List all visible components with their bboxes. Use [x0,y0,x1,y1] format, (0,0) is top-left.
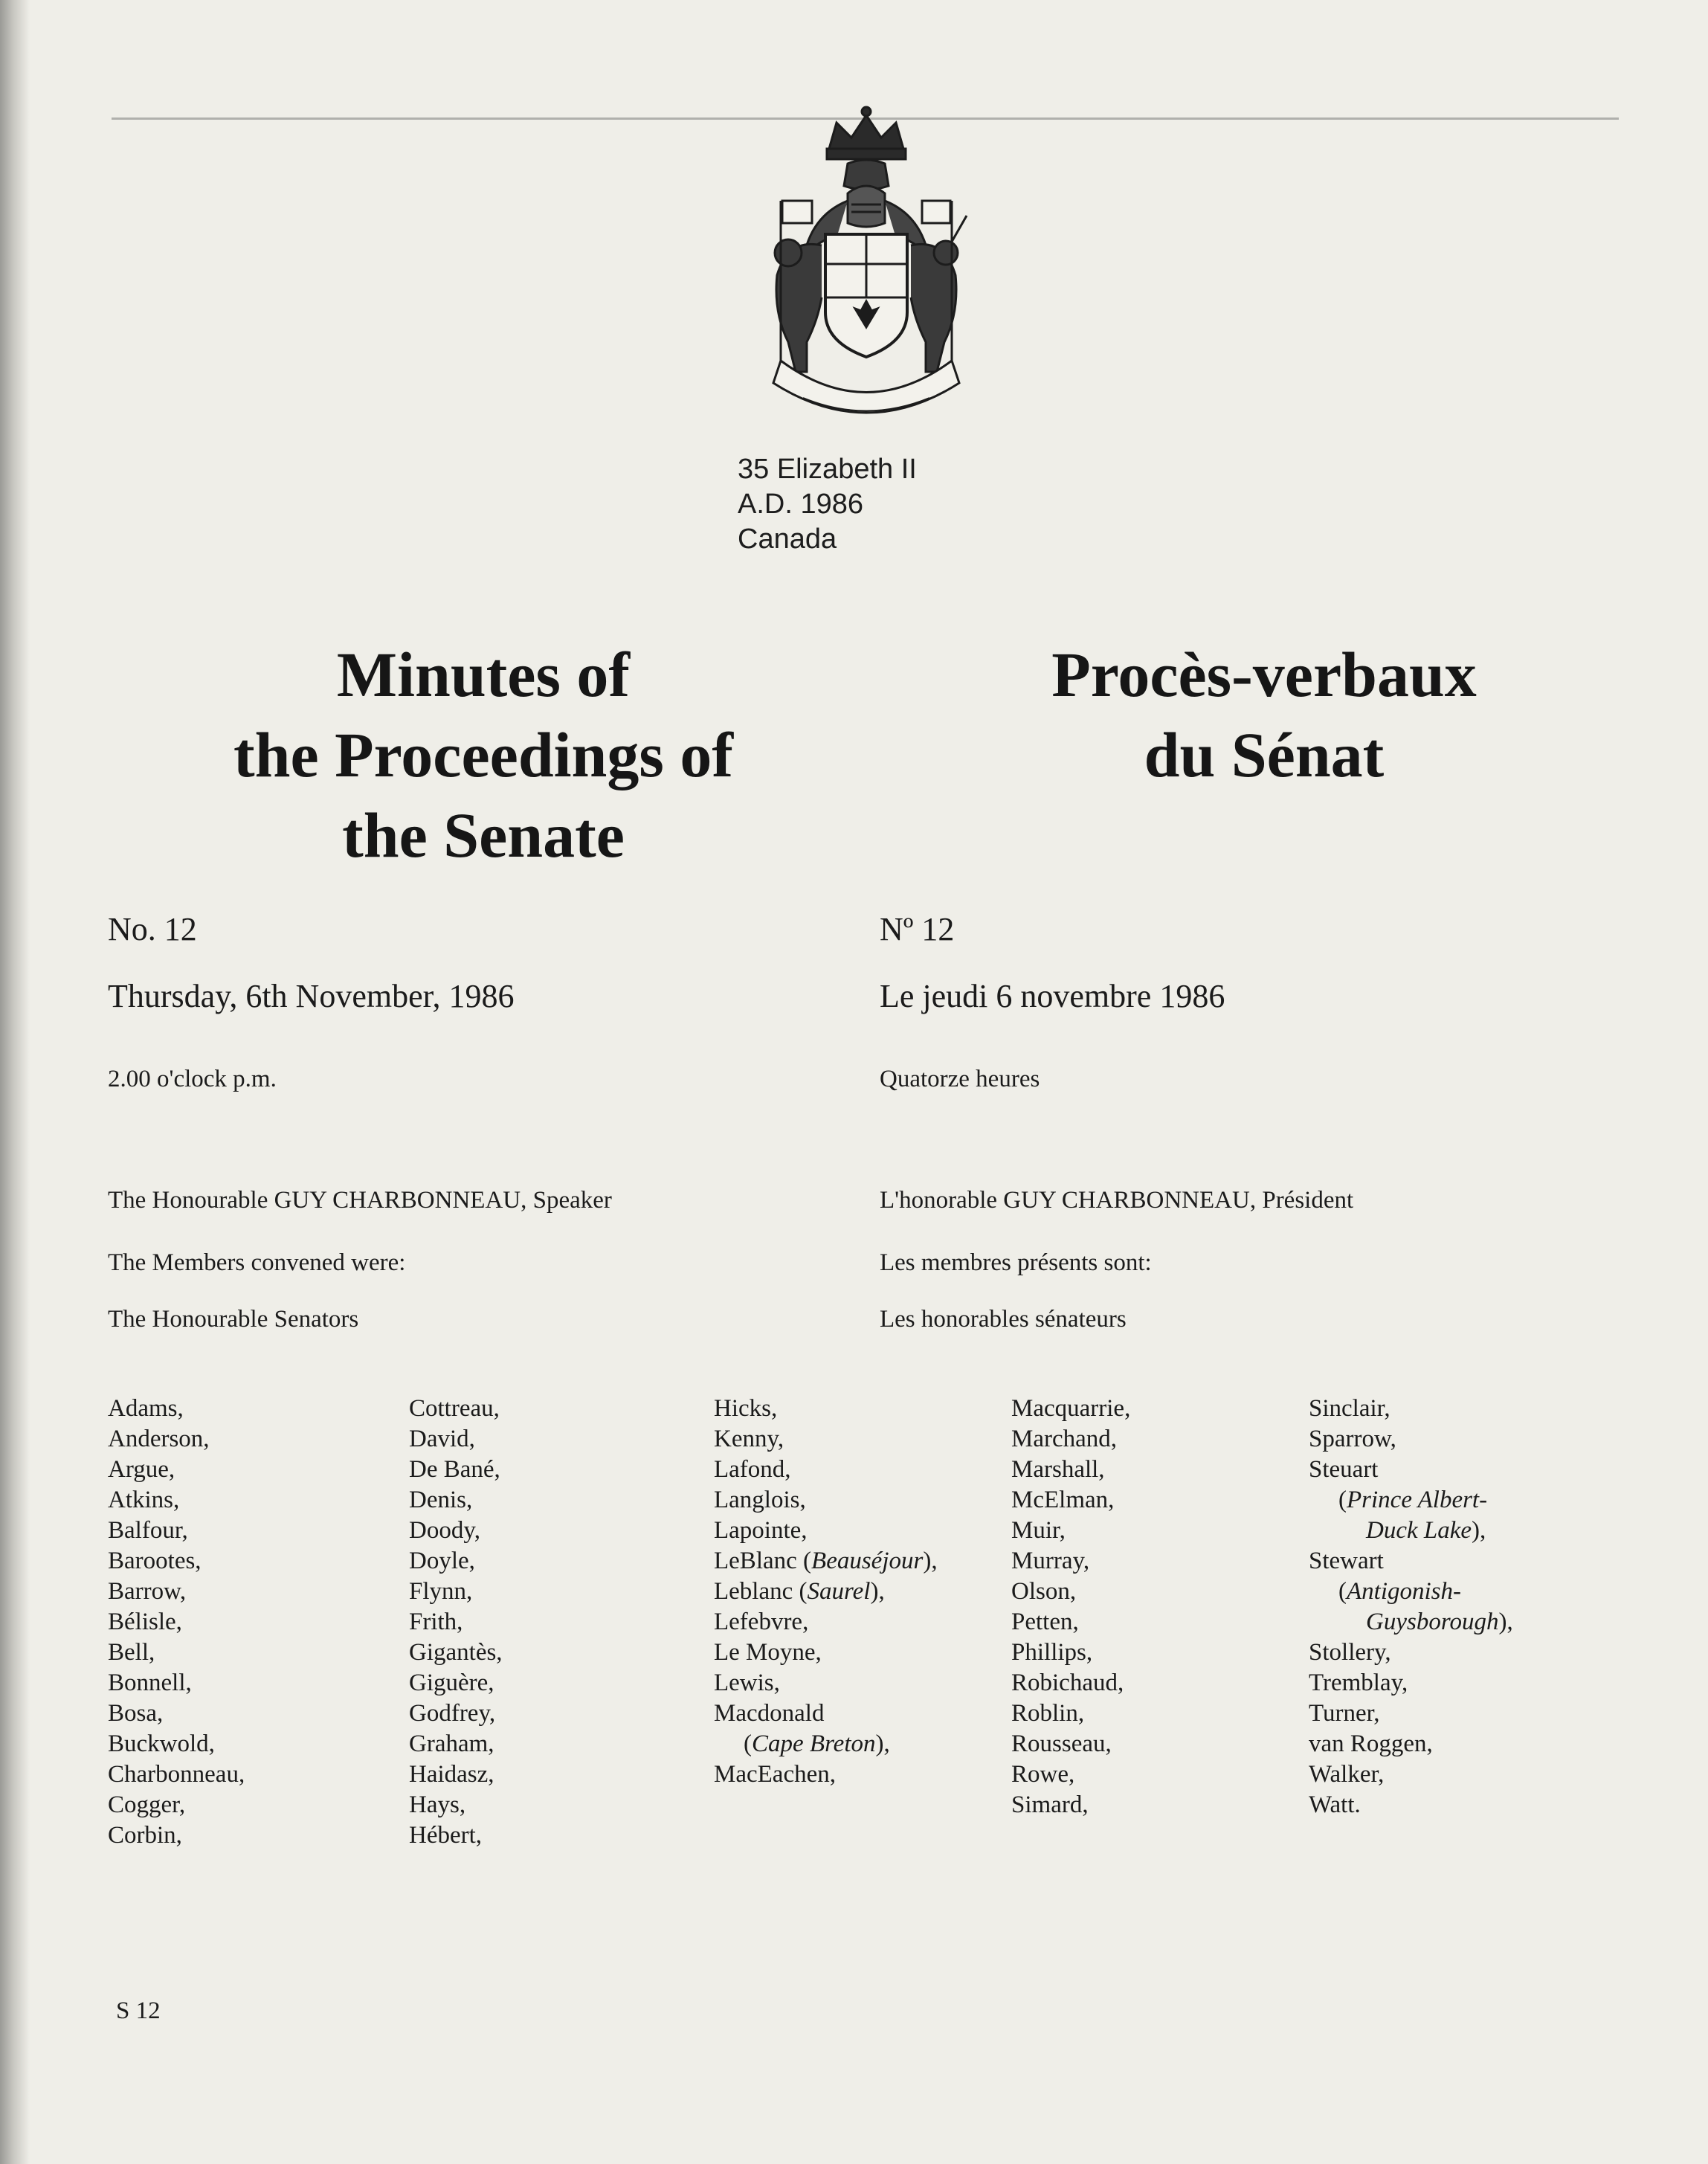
senator-punctuation: ), [875,1730,890,1757]
senator-name: Watt. [1309,1791,1361,1818]
english-title-line-1: Minutes of [336,639,631,710]
speaker-en: The Honourable GUY CHARBONNEAU, Speaker [108,1187,612,1214]
senator-riding: Guysborough [1366,1608,1499,1635]
senator-name: Anderson, [108,1426,210,1452]
english-title [112,634,855,875]
senator-name: Denis, [409,1487,473,1513]
senator-name: Stewart [1309,1548,1384,1574]
country: Canada [738,524,837,555]
senator-punctuation: ), [1472,1517,1486,1544]
senator-name: Rowe, [1011,1761,1075,1788]
senator-name: Marchand, [1011,1426,1118,1452]
senator-riding: Beauséjour [811,1548,924,1574]
senator-name: Lafond, [714,1456,791,1483]
senator-column-3 [714,1394,938,1790]
french-title-line-2: du Sénat [1144,719,1385,790]
senator-name: Adams, [108,1395,184,1422]
senator-riding-line [714,1729,938,1759]
senator-name: Langlois, [714,1487,806,1513]
french-title [892,634,1636,795]
senator-name: Sparrow, [1309,1426,1396,1452]
english-title-line-3: the Senate [342,799,625,871]
issue-number-en: No. 12 [108,911,197,947]
senator-punctuation: ( [1338,1487,1347,1513]
senator-punctuation: ), [870,1578,885,1605]
senator-name: Macdonald [714,1700,825,1727]
senator-name: Corbin, [108,1822,182,1849]
senator-name: Murray, [1011,1548,1090,1574]
senator-name: Buckwold, [108,1730,215,1757]
senator-name: Argue, [108,1456,175,1483]
senator-name: Cottreau, [409,1395,500,1422]
senator-riding: Prince Albert- [1347,1487,1488,1513]
senator-riding-line [1309,1516,1513,1546]
senator-name: Phillips, [1011,1639,1093,1666]
english-title-line-2: the Proceedings of [233,719,733,790]
senator-name: Marshall, [1011,1456,1105,1483]
senator-name: Sinclair, [1309,1395,1390,1422]
senator-name: De Bané, [409,1456,500,1483]
french-title-line-1: Procès-verbaux [1051,639,1477,710]
senator-name: Petten, [1011,1608,1079,1635]
sitting-time-en: 2.00 o'clock p.m. [108,1066,277,1092]
senator-name: Flynn, [409,1578,473,1605]
senator-column-4 [1011,1394,1130,1820]
senator-name: Barrow, [108,1578,187,1605]
senator-name: Walker, [1309,1761,1385,1788]
senators-heading-fr: Les honorables sénateurs [880,1306,1127,1333]
senator-name: MacEachen, [714,1761,836,1788]
senator-name: Bell, [108,1639,155,1666]
senators-heading-en: The Honourable Senators [108,1306,359,1333]
senator-name: Charbonneau, [108,1761,245,1788]
senator-riding: Saurel [807,1578,871,1605]
senator-punctuation: ), [1498,1608,1513,1635]
senator-name: Olson, [1011,1578,1077,1605]
senator-name: Macquarrie, [1011,1395,1131,1422]
senator-name: Steuart [1309,1456,1379,1483]
members-heading-en: The Members convened were: [108,1249,406,1276]
senator-name: van Roggen, [1309,1730,1433,1757]
senator-riding-line [1309,1607,1513,1638]
senator-name: David, [409,1426,475,1452]
regnal-year-block [738,452,917,557]
senator-name: Gigantès, [409,1639,503,1666]
senator-name: Giguère, [409,1669,494,1696]
senator-name: Bélisle, [108,1608,182,1635]
senator-name: Tremblay, [1309,1669,1408,1696]
page-marker: S 12 [116,1997,161,2024]
regnal-year: 35 Elizabeth II [738,454,917,485]
senator-riding-line [1309,1485,1513,1516]
senator-column-1 [108,1394,245,1851]
senator-name: Bosa, [108,1700,164,1727]
senator-name: Turner, [1309,1700,1380,1727]
senator-name [714,1577,938,1607]
senator-name: Stollery, [1309,1639,1391,1666]
year-ad: A.D. 1986 [738,489,863,520]
senator-name [714,1546,938,1577]
senator-name: Lefebvre, [714,1608,809,1635]
senator-surname: Leblanc ( [714,1578,808,1605]
senator-name: Roblin, [1011,1700,1085,1727]
senator-name: Simard, [1011,1791,1089,1818]
issue-number-fr: Nº 12 [880,911,955,947]
senator-riding-line [1309,1577,1513,1607]
senator-riding: Cape Breton [752,1730,876,1757]
senator-name: Lewis, [714,1669,780,1696]
senator-name: Le Moyne, [714,1639,822,1666]
members-heading-fr: Les membres présents sont: [880,1249,1152,1276]
senator-punctuation: ), [923,1548,938,1574]
senator-name: Doody, [409,1517,480,1544]
senator-name: Cogger, [108,1791,186,1818]
senator-punctuation: ( [1338,1578,1347,1605]
coat-of-arms-icon [736,104,996,431]
senator-name: Hays, [409,1791,466,1818]
senator-name: Atkins, [108,1487,180,1513]
senator-name: Barootes, [108,1548,202,1574]
senator-name: Hébert, [409,1822,483,1849]
senator-name: Muir, [1011,1517,1066,1544]
senator-name: Lapointe, [714,1517,808,1544]
senator-name: Hicks, [714,1395,778,1422]
senator-name: Haidasz, [409,1761,494,1788]
senator-surname: LeBlanc ( [714,1548,812,1574]
senator-name: Doyle, [409,1548,475,1574]
senator-column-5 [1309,1394,1513,1820]
senator-punctuation: ( [744,1730,752,1757]
senator-name: Bonnell, [108,1669,192,1696]
senator-name: Godfrey, [409,1700,496,1727]
senator-riding: Antigonish- [1347,1578,1461,1605]
senator-name: Graham, [409,1730,494,1757]
senator-name: Robichaud, [1011,1669,1124,1696]
speaker-fr: L'honorable GUY CHARBONNEAU, Président [880,1187,1354,1214]
sitting-time-fr: Quatorze heures [880,1066,1040,1092]
senator-column-2 [409,1394,503,1851]
senator-name: Balfour, [108,1517,188,1544]
senator-riding: Duck Lake [1366,1517,1472,1544]
sitting-date-en: Thursday, 6th November, 1986 [108,978,515,1014]
senator-name: Rousseau, [1011,1730,1112,1757]
senator-name: Frith, [409,1608,463,1635]
senator-name: McElman, [1011,1487,1115,1513]
senator-name: Kenny, [714,1426,784,1452]
sitting-date-fr: Le jeudi 6 novembre 1986 [880,978,1225,1014]
binding-shadow [0,0,30,2164]
